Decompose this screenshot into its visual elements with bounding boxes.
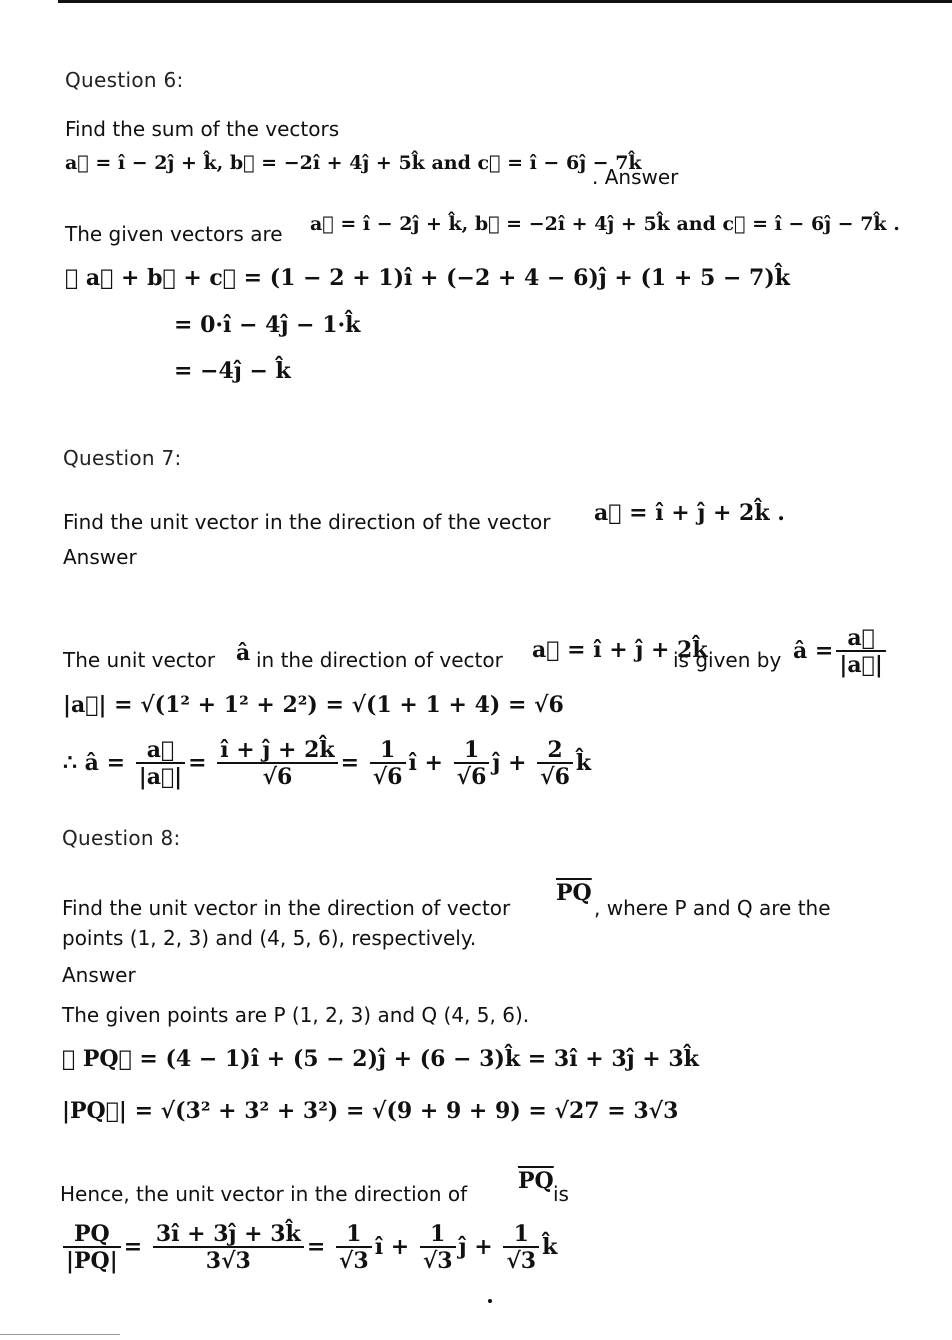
q7-result-lhs: ∴ â = (63, 750, 126, 776)
q6-step-1: ∴ a⃗ + b⃗ + c⃗ = (1 − 2 + 1)î + (−2 + 4 − 6)ĵ + (1 + 5 − 7)k̂ (65, 265, 790, 291)
q6-prompt: Find the sum of the vectors (65, 117, 340, 141)
q7-frac-1 (136, 738, 185, 790)
q7-unit-formula (793, 626, 889, 678)
q7-frac-5-unit: k̂ (575, 750, 592, 776)
q7-prompt-math: a⃗ = î + ĵ + 2k̂ . (594, 500, 785, 526)
q8-frac-3-den: √3 (338, 1248, 369, 1274)
q6-answer-label: . Answer (592, 165, 679, 189)
q8-prompt-c: points (1, 2, 3) and (4, 5, 6), respectively. (62, 926, 477, 950)
bottom-rule (0, 1334, 120, 1335)
q7-frac-4 (454, 738, 490, 790)
question-8-heading: Question 8: (62, 826, 181, 850)
q7-magnitude-line: |a⃗| = √(1² + 1² + 2²) = √(1 + 1 + 4) = √6 (63, 692, 564, 718)
stray-dot (488, 1299, 492, 1303)
q6-vectors: a⃗ = î − 2ĵ + k̂, b⃗ = −2î + 4ĵ + 5k̂ and c⃗ = î − 6ĵ − 7k̂ (65, 152, 642, 174)
q7-frac-3-den: √6 (372, 764, 403, 790)
q8-frac-2-den: 3√3 (205, 1248, 251, 1274)
q7-unit-text-c: is given by (673, 648, 782, 672)
q8-answer-label: Answer (62, 963, 136, 987)
q8-frac-1-num: PQ (63, 1222, 121, 1248)
q7-unit-fraction (836, 626, 885, 678)
q8-step-1: ∴ PQ⃗ = (4 − 1)î + (5 − 2)ĵ + (6 − 3)k̂ = 3î + 3ĵ + 3k̂ (62, 1046, 699, 1072)
q7-frac-3 (370, 738, 406, 790)
q8-hence-a: Hence, the unit vector in the direction of (60, 1182, 468, 1206)
q7-frac-5 (537, 738, 573, 790)
q8-prompt-b: , where P and Q are the (594, 896, 831, 920)
q7-frac-2-den: √6 (262, 764, 293, 790)
q7-prompt: Find the unit vector in the direction of the vector (63, 510, 551, 534)
top-rule (58, 0, 952, 3)
q7-frac-1-num: a⃗ (136, 738, 185, 764)
question-7-heading: Question 7: (63, 446, 182, 470)
q7-frac-2-num: î + ĵ + 2k̂ (217, 738, 337, 764)
q7-frac-1-den: |a⃗| (138, 764, 183, 790)
q7-unit-den: |a⃗| (839, 652, 883, 678)
q8-frac-5-den: √3 (506, 1248, 537, 1274)
q7-frac-5-num: 2 (537, 738, 573, 764)
q8-frac-4-den: √3 (422, 1248, 453, 1274)
q8-result: $\frac{PQ}{|PQ|}$ = $\frac{3î + 3ĵ + 3k̂}{3√3}$ = $\frac{1}{√3}$ î + $\frac{1}{√3}$ ĵ + $\frac{1}{√3}$ k̂ (60, 1222, 557, 1274)
q8-frac-4-num: 1 (420, 1222, 456, 1248)
q7-frac-4-unit: ĵ + (492, 750, 527, 776)
q8-hence-b: is (553, 1182, 569, 1206)
q8-frac-3 (336, 1222, 372, 1274)
q6-step-2: = 0·î − 4ĵ − 1·k̂ (174, 312, 361, 338)
q8-frac-4-unit: ĵ + (458, 1234, 493, 1260)
q6-given-text: The given vectors are (65, 222, 283, 246)
q7-unit-text-a: The unit vector (63, 648, 216, 672)
q7-unit-text-b: in the direction of vector (256, 648, 503, 672)
q8-frac-5-num: 1 (503, 1222, 539, 1248)
q8-frac-5 (503, 1222, 539, 1274)
q8-step-2: |PQ⃗| = √(3² + 3² + 3²) = √(9 + 9 + 9) = √27 = 3√3 (62, 1098, 679, 1124)
q8-frac-3-unit: î + (374, 1234, 410, 1260)
q8-prompt-a: Find the unit vector in the direction of vector (62, 896, 511, 920)
q8-hence-pq: $\overline{PQ}$ (518, 1168, 554, 1194)
q8-frac-4 (420, 1222, 456, 1274)
q8-frac-5-unit: k̂ (542, 1234, 558, 1260)
q7-unit-num: a⃗ (836, 626, 885, 652)
q8-frac-1-den: |PQ| (66, 1248, 118, 1274)
q6-step-3: = −4ĵ − k̂ (174, 358, 291, 384)
q8-frac-2-num: 3î + 3ĵ + 3k̂ (153, 1222, 304, 1248)
q7-unit-lhs: â = (793, 638, 834, 664)
q7-unit-vector: a⃗ = î + ĵ + 2k̂ (532, 637, 708, 663)
question-6-heading: Question 6: (65, 68, 184, 92)
q7-frac-4-num: 1 (454, 738, 490, 764)
q8-frac-2 (153, 1222, 304, 1274)
q7-frac-3-num: 1 (370, 738, 406, 764)
q7-frac-5-den: √6 (540, 764, 570, 790)
q7-answer-label: Answer (63, 545, 137, 569)
q8-frac-3-num: 1 (336, 1222, 372, 1248)
q8-given: The given points are P (1, 2, 3) and Q (4, 5, 6). (62, 1003, 530, 1027)
q6-given-math: a⃗ = î − 2ĵ + k̂, b⃗ = −2î + 4ĵ + 5k̂ and c⃗ = î − 6ĵ − 7k̂ . (310, 213, 900, 235)
q8-pq-vector: $\overline{PQ}$ (556, 880, 592, 906)
q8-frac-1 (63, 1222, 121, 1274)
q7-frac-3-unit: î + (408, 750, 443, 776)
q7-frac-2 (217, 738, 337, 790)
q7-frac-4-den: √6 (456, 764, 487, 790)
q7-unit-hat: â (236, 640, 251, 666)
q7-result: ∴ â = $\frac{a⃗}{|a⃗|}$ = $\frac{î + ĵ + 2k̂}{√6}$ = $\frac{1}{√6}$ î + $\frac{1}{√6}$ ĵ + $\frac{2}{√6}$ k̂ (63, 737, 592, 790)
